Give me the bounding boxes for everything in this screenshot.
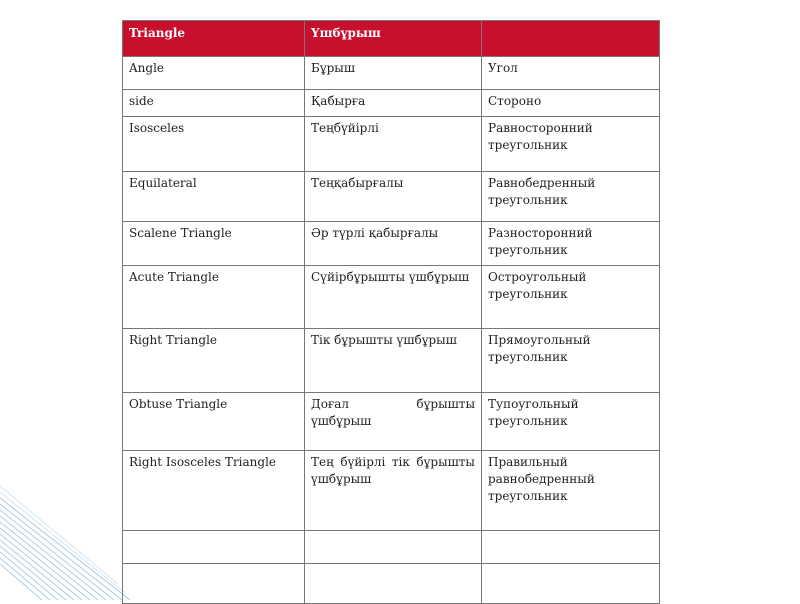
cell-kazakh-text: Тең бүйірлі тік бұрышты үшбұрыш	[311, 455, 475, 486]
cell-kazakh: Әр түрлі қабырғалы	[305, 222, 482, 266]
table-row	[123, 57, 660, 90]
cell-kazakh: Сүйірбұрышты үшбұрыш	[305, 266, 482, 329]
cell-english: Isosceles	[123, 117, 305, 172]
cell-empty	[482, 564, 660, 604]
header-cell-english: Triangle	[123, 21, 305, 57]
vocabulary-table	[122, 20, 660, 604]
cell-kazakh	[305, 451, 482, 531]
table-row	[123, 393, 660, 451]
header-cell-kazakh: Үшбұрыш	[305, 21, 482, 57]
decorative-corner-lines	[0, 440, 130, 600]
cell-empty	[482, 531, 660, 564]
table-row-empty	[123, 531, 660, 564]
table-row-empty	[123, 564, 660, 604]
cell-english: Angle	[123, 57, 305, 90]
cell-russian: Угол	[482, 57, 660, 90]
cell-kazakh: Қабырға	[305, 90, 482, 117]
cell-russian: Остроугольный треугольник	[482, 266, 660, 329]
cell-kazakh-text: Доғал бұрышты үшбұрыш	[311, 397, 475, 428]
table-row	[123, 117, 660, 172]
cell-kazakh: Бұрыш	[305, 57, 482, 90]
cell-kazakh	[305, 393, 482, 451]
cell-kazakh: Теңбүйірлі	[305, 117, 482, 172]
table-row	[123, 172, 660, 222]
table-header-row	[123, 21, 660, 57]
cell-english: Scalene Triangle	[123, 222, 305, 266]
cell-english: Right Triangle	[123, 329, 305, 393]
cell-empty	[123, 531, 305, 564]
cell-empty	[305, 531, 482, 564]
cell-russian: Правильный равнобедренный треугольник	[482, 451, 660, 531]
header-cell-russian	[482, 21, 660, 57]
cell-english: side	[123, 90, 305, 117]
cell-english: Right Isosceles Triangle	[123, 451, 305, 531]
cell-russian: Равносторонний треугольник	[482, 117, 660, 172]
cell-kazakh: Тік бұрышты үшбұрыш	[305, 329, 482, 393]
cell-empty	[305, 564, 482, 604]
table-row	[123, 451, 660, 531]
cell-russian: Разносторонний треугольник	[482, 222, 660, 266]
cell-kazakh: Теңқабырғалы	[305, 172, 482, 222]
table-row	[123, 329, 660, 393]
cell-russian: Равнобедренный треугольник	[482, 172, 660, 222]
table-row	[123, 90, 660, 117]
cell-english: Equilateral	[123, 172, 305, 222]
cell-russian: Тупоугольный треугольник	[482, 393, 660, 451]
cell-english: Acute Triangle	[123, 266, 305, 329]
table-row	[123, 266, 660, 329]
table-row	[123, 222, 660, 266]
cell-russian: Прямоугольный треугольник	[482, 329, 660, 393]
cell-empty	[123, 564, 305, 604]
cell-english: Obtuse Triangle	[123, 393, 305, 451]
cell-russian: Стороно	[482, 90, 660, 117]
